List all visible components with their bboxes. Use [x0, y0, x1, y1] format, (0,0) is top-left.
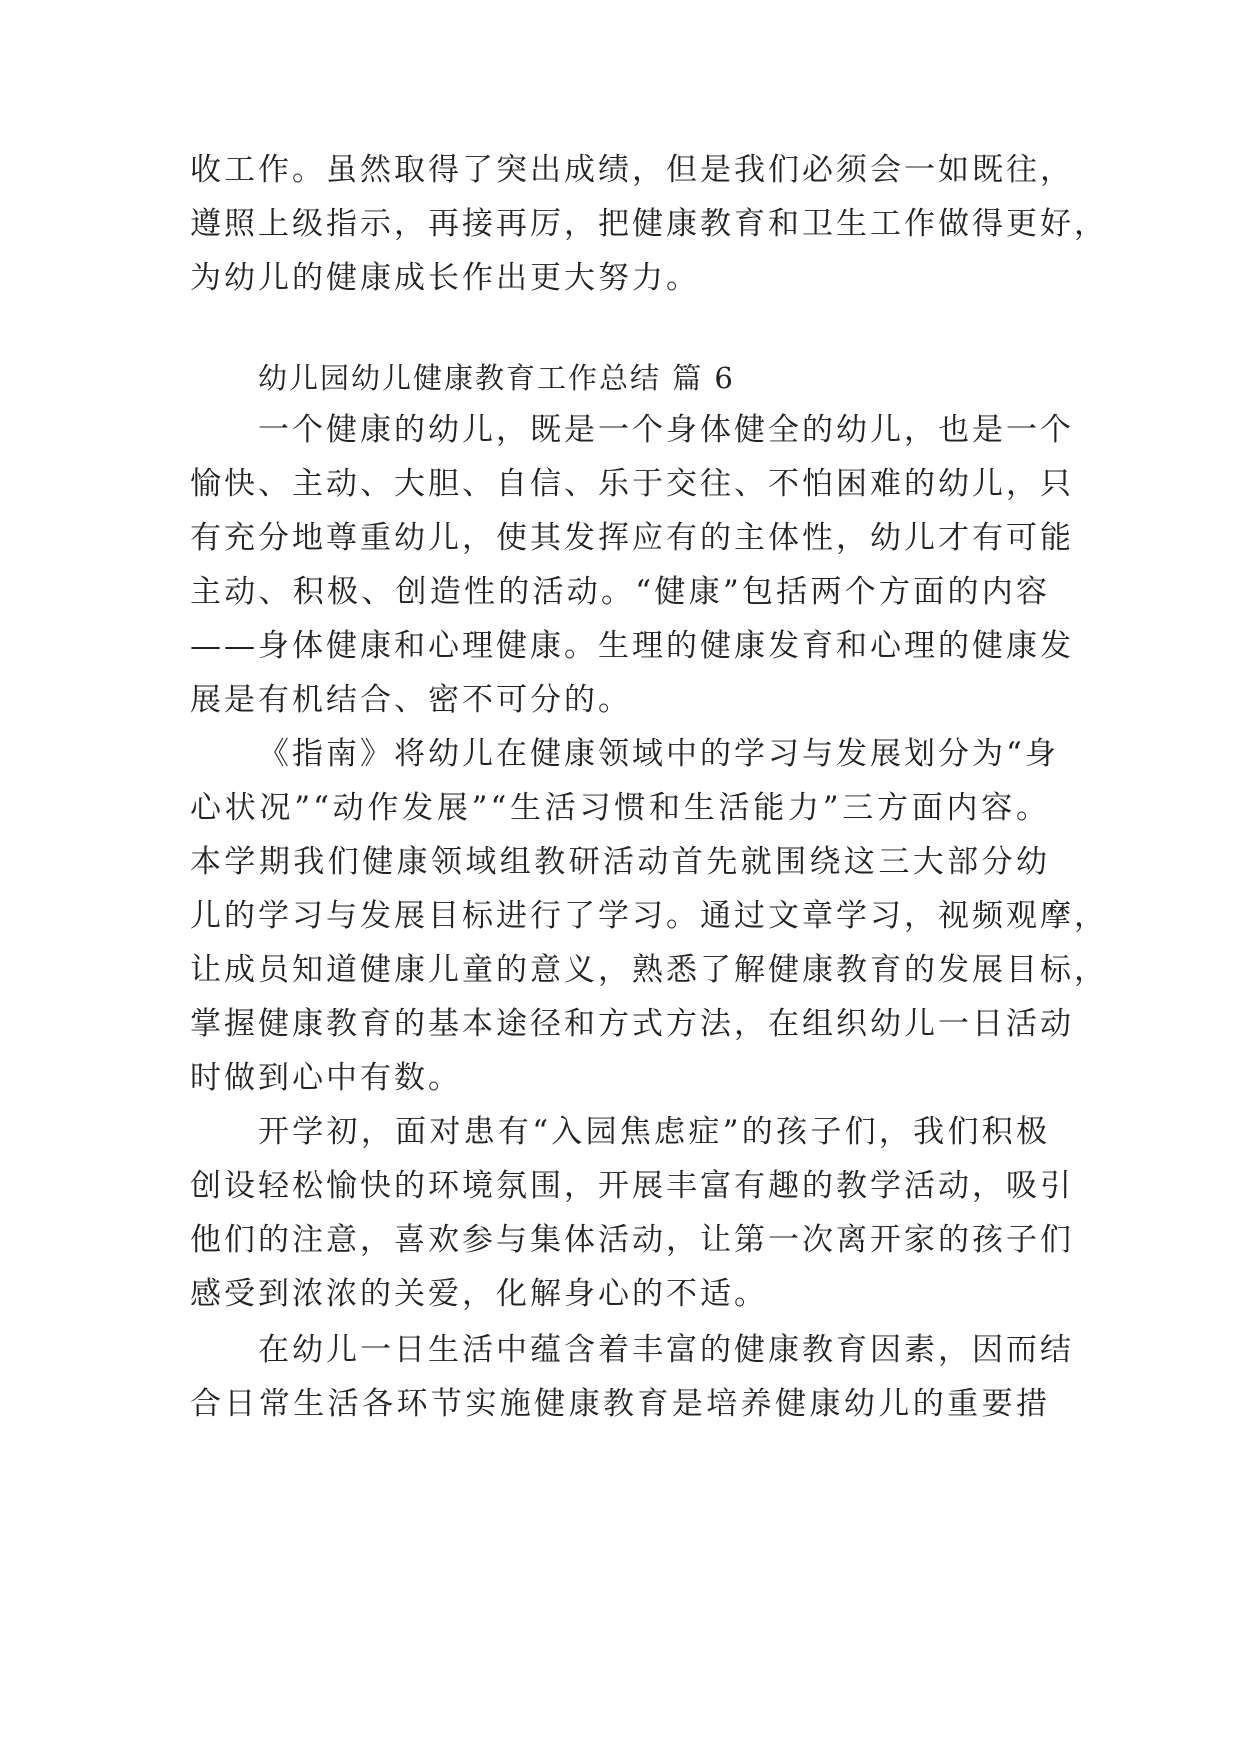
text-line: ——身体健康和心理健康。生理的健康发育和心理的健康发 — [190, 628, 1074, 664]
text-line: 主动、积极、创造性的活动。“健康”包括两个方面的内容 — [190, 574, 1050, 610]
text-line: 一个健康的幼儿，既是一个身体健全的幼儿，也是一个 — [258, 412, 1074, 448]
text-line: 心状况”“动作发展”“生活习惯和生活能力”三方面内容。 — [190, 790, 1050, 826]
text-line: 时做到心中有数。 — [190, 1060, 462, 1096]
text-line: 遵照上级指示，再接再厉，把健康教育和卫生工作做得更好， — [190, 206, 1108, 242]
text-line: 在幼儿一日生活中蕴含着丰富的健康教育因素，因而结 — [258, 1332, 1074, 1368]
text-line: 本学期我们健康领域组教研活动首先就围绕这三大部分幼 — [190, 844, 1050, 880]
text-line: 为幼儿的健康成长作出更大努力。 — [190, 260, 700, 296]
text-line: 展是有机结合、密不可分的。 — [190, 682, 632, 718]
text-line: 开学初，面对患有“入园焦虑症”的孩子们，我们积极 — [258, 1114, 1050, 1150]
text-line: 有充分地尊重幼儿，使其发挥应有的主体性，幼儿才有可能 — [190, 520, 1074, 556]
text-line: 合日常生活各环节实施健康教育是培养健康幼儿的重要措 — [190, 1386, 1050, 1422]
text-line: 愉快、主动、大胆、自信、乐于交往、不怕困难的幼儿，只 — [190, 466, 1074, 502]
section-heading: 幼儿园幼儿健康教育工作总结 篇 6 — [258, 361, 735, 395]
text-line: 让成员知道健康儿童的意义，熟悉了解健康教育的发展目标， — [190, 952, 1108, 988]
text-line: 儿的学习与发展目标进行了学习。通过文章学习，视频观摩， — [190, 898, 1108, 934]
text-line: 《指南》将幼儿在健康领域中的学习与发展划分为“身 — [258, 736, 1059, 772]
text-line: 创设轻松愉快的环境氛围，开展丰富有趣的教学活动，吸引 — [190, 1168, 1074, 1204]
text-line: 感受到浓浓的关爱，化解身心的不适。 — [190, 1276, 768, 1312]
text-line: 掌握健康教育的基本途径和方式方法，在组织幼儿一日活动 — [190, 1006, 1074, 1042]
text-line: 收工作。虽然取得了突出成绩，但是我们必须会一如既往， — [190, 152, 1074, 188]
text-line: 他们的注意，喜欢参与集体活动，让第一次离开家的孩子们 — [190, 1222, 1074, 1258]
